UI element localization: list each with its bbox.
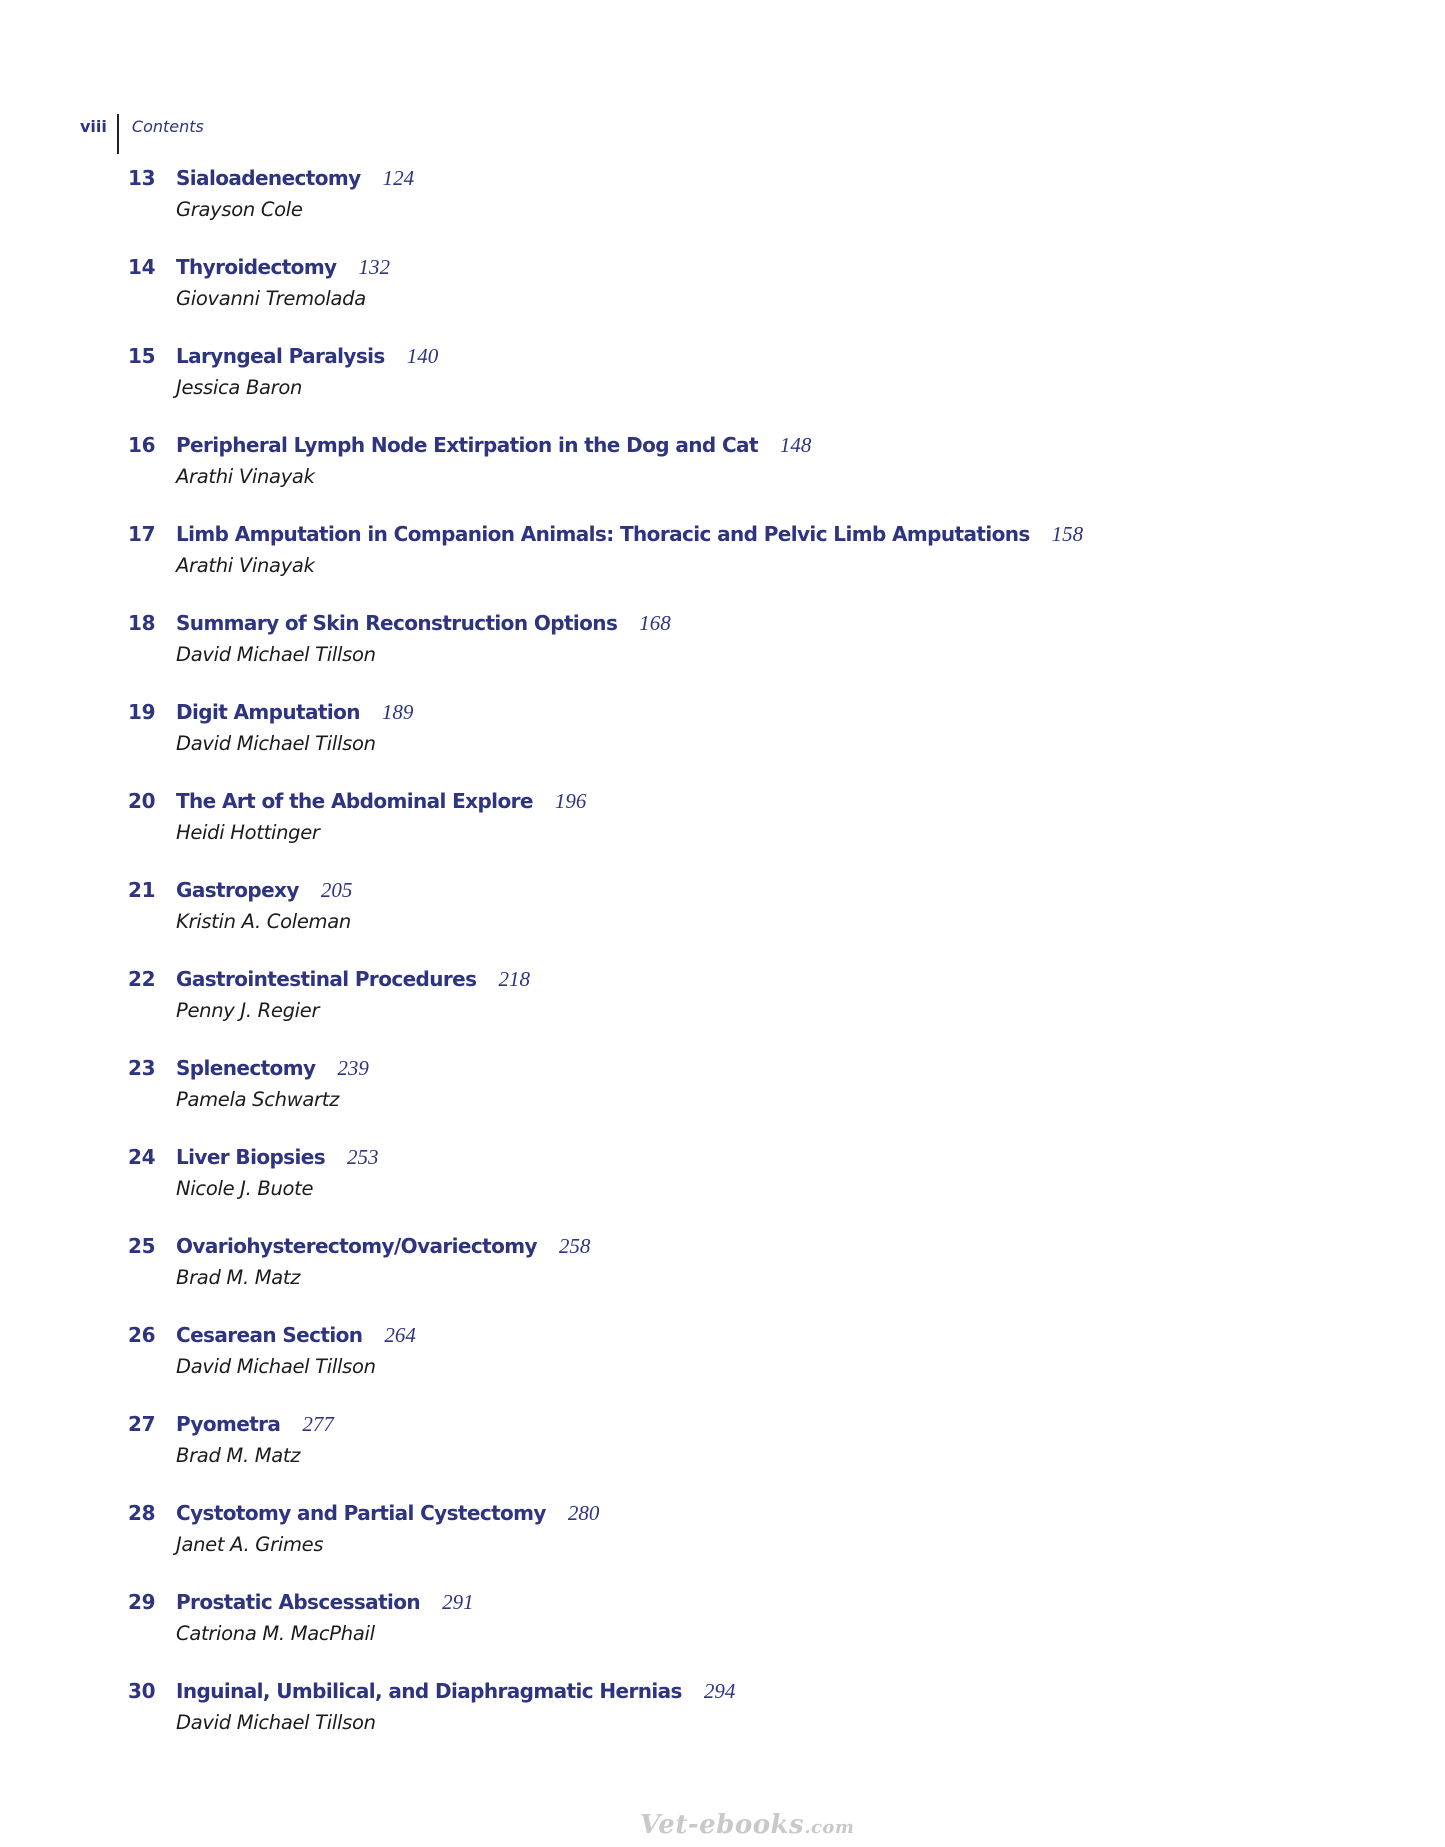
chapter-title-link[interactable]: Gastropexy [176, 878, 299, 902]
toc-entry-line [128, 166, 1083, 196]
chapter-number: 14 [128, 255, 156, 279]
toc-entry-line [128, 1323, 1083, 1353]
chapter-title-link[interactable]: Splenectomy [176, 1056, 316, 1080]
chapter-number: 29 [128, 1590, 156, 1614]
chapter-author: Jessica Baron [176, 376, 303, 399]
page-number: 196 [554, 789, 587, 813]
toc-entry-line [128, 700, 1083, 730]
running-head-label: Contents [131, 117, 204, 136]
chapter-title-link[interactable]: Peripheral Lymph Node Extirpation in the Dog and Cat [176, 433, 758, 457]
chapter-title-link[interactable]: Limb Amputation in Companion Animals: Thoracic and Pelvic Limb Amputations [176, 522, 1030, 546]
page-number: 189 [381, 700, 414, 724]
chapter-number: 22 [128, 967, 156, 991]
chapter-number: 18 [128, 611, 156, 635]
watermark-logo [640, 1810, 854, 1840]
page-number: 218 [498, 967, 530, 991]
toc-entry-line [128, 1412, 1083, 1442]
chapter-author: Grayson Cole [176, 198, 303, 221]
page-number: 258 [558, 1234, 591, 1258]
toc-entry[interactable] [128, 1590, 1083, 1679]
chapter-title-link[interactable]: Laryngeal Paralysis [176, 344, 385, 368]
chapter-author: Arathi Vinayak [176, 465, 315, 488]
chapter-number: 25 [128, 1234, 156, 1258]
chapter-title-link[interactable]: Liver Biopsies [176, 1145, 326, 1169]
chapter-title-link[interactable]: Thyroidectomy [176, 255, 337, 279]
page-number: 148 [779, 433, 812, 457]
toc-entry-line [128, 611, 1083, 641]
chapter-author: Nicole J. Buote [176, 1177, 314, 1200]
chapter-number: 28 [128, 1501, 156, 1525]
chapter-number: 23 [128, 1056, 156, 1080]
watermark-suffix: .com [804, 1817, 855, 1838]
page-number: 280 [567, 1501, 600, 1525]
page-number: 294 [703, 1679, 736, 1703]
chapter-title-link[interactable]: Cesarean Section [176, 1323, 363, 1347]
toc-entry[interactable] [128, 700, 1083, 789]
toc-entry-line [128, 1234, 1083, 1264]
toc-entry[interactable] [128, 1145, 1083, 1234]
chapter-author: Kristin A. Coleman [176, 910, 351, 933]
watermark-brand: Vet-ebooks [640, 1810, 805, 1840]
chapter-number: 17 [128, 522, 156, 546]
chapter-number: 30 [128, 1679, 156, 1703]
page-folio: viii [80, 117, 107, 136]
toc-entry[interactable] [128, 433, 1083, 522]
chapter-number: 19 [128, 700, 156, 724]
table-of-contents [128, 166, 1083, 1768]
chapter-title-link[interactable]: Ovariohysterectomy/Ovariectomy [176, 1234, 537, 1258]
page-number: 140 [406, 344, 439, 368]
toc-entry[interactable] [128, 255, 1083, 344]
toc-entry-line [128, 255, 1083, 285]
toc-entry[interactable] [128, 166, 1083, 255]
toc-entry-line [128, 1145, 1083, 1175]
chapter-author: Heidi Hottinger [176, 821, 320, 844]
chapter-author: Janet A. Grimes [176, 1533, 324, 1556]
chapter-author: David Michael Tillson [176, 1711, 376, 1734]
chapter-number: 13 [128, 166, 156, 190]
chapter-number: 16 [128, 433, 156, 457]
toc-entry[interactable] [128, 1323, 1083, 1412]
chapter-author: Penny J. Regier [176, 999, 320, 1022]
chapter-title-link[interactable]: Sialoadenectomy [176, 166, 361, 190]
chapter-author: Pamela Schwartz [176, 1088, 340, 1111]
chapter-author: Catriona M. MacPhail [176, 1622, 375, 1645]
chapter-author: Giovanni Tremolada [176, 287, 366, 310]
toc-entry[interactable] [128, 1234, 1083, 1323]
toc-entry-line [128, 522, 1083, 552]
chapter-title-link[interactable]: Summary of Skin Reconstruction Options [176, 611, 618, 635]
page-number: 277 [302, 1412, 334, 1436]
toc-entry-line [128, 344, 1083, 374]
page-number: 168 [639, 611, 671, 635]
chapter-title-link[interactable]: Prostatic Abscessation [176, 1590, 421, 1614]
chapter-author: Brad M. Matz [176, 1266, 301, 1289]
toc-entry-line [128, 1501, 1083, 1531]
chapter-title-link[interactable]: Cystotomy and Partial Cystectomy [176, 1501, 546, 1525]
chapter-title-link[interactable]: Gastrointestinal Procedures [176, 967, 477, 991]
chapter-number: 26 [128, 1323, 156, 1347]
chapter-author: Arathi Vinayak [176, 554, 315, 577]
chapter-title-link[interactable]: Pyometra [176, 1412, 281, 1436]
toc-entry-line [128, 878, 1083, 908]
chapter-title-link[interactable]: Inguinal, Umbilical, and Diaphragmatic Hernias [176, 1679, 682, 1703]
page-number: 253 [347, 1145, 379, 1169]
toc-entry[interactable] [128, 344, 1083, 433]
toc-entry[interactable] [128, 611, 1083, 700]
toc-entry[interactable] [128, 967, 1083, 1056]
chapter-author: David Michael Tillson [176, 1355, 376, 1378]
toc-entry-line [128, 1590, 1083, 1620]
chapter-author: David Michael Tillson [176, 732, 376, 755]
page-number: 124 [382, 166, 415, 190]
page-number: 132 [358, 255, 390, 279]
toc-entry[interactable] [128, 878, 1083, 967]
toc-entry[interactable] [128, 1056, 1083, 1145]
chapter-author: David Michael Tillson [176, 643, 376, 666]
toc-entry-line [128, 433, 1083, 463]
page-number: 264 [384, 1323, 416, 1347]
chapter-number: 24 [128, 1145, 156, 1169]
toc-entry-line [128, 1679, 1083, 1709]
chapter-number: 20 [128, 789, 156, 813]
page-number: 205 [320, 878, 353, 902]
running-head [80, 114, 204, 154]
chapter-title-link[interactable]: The Art of the Abdominal Explore [176, 789, 533, 813]
toc-entry[interactable] [128, 522, 1083, 611]
chapter-number: 21 [128, 878, 156, 902]
toc-entry-line [128, 1056, 1083, 1086]
chapter-title-link[interactable]: Digit Amputation [176, 700, 360, 724]
page-number: 158 [1051, 522, 1084, 546]
chapter-number: 27 [128, 1412, 156, 1436]
chapter-number: 15 [128, 344, 156, 368]
toc-entry-line [128, 967, 1083, 997]
page-number: 239 [337, 1056, 369, 1080]
chapter-author: Brad M. Matz [176, 1444, 301, 1467]
page-number: 291 [442, 1590, 474, 1614]
toc-entry[interactable] [128, 1412, 1083, 1501]
toc-entry[interactable] [128, 1679, 1083, 1768]
toc-entry-line [128, 789, 1083, 819]
toc-entry[interactable] [128, 1501, 1083, 1590]
toc-entry[interactable] [128, 789, 1083, 878]
